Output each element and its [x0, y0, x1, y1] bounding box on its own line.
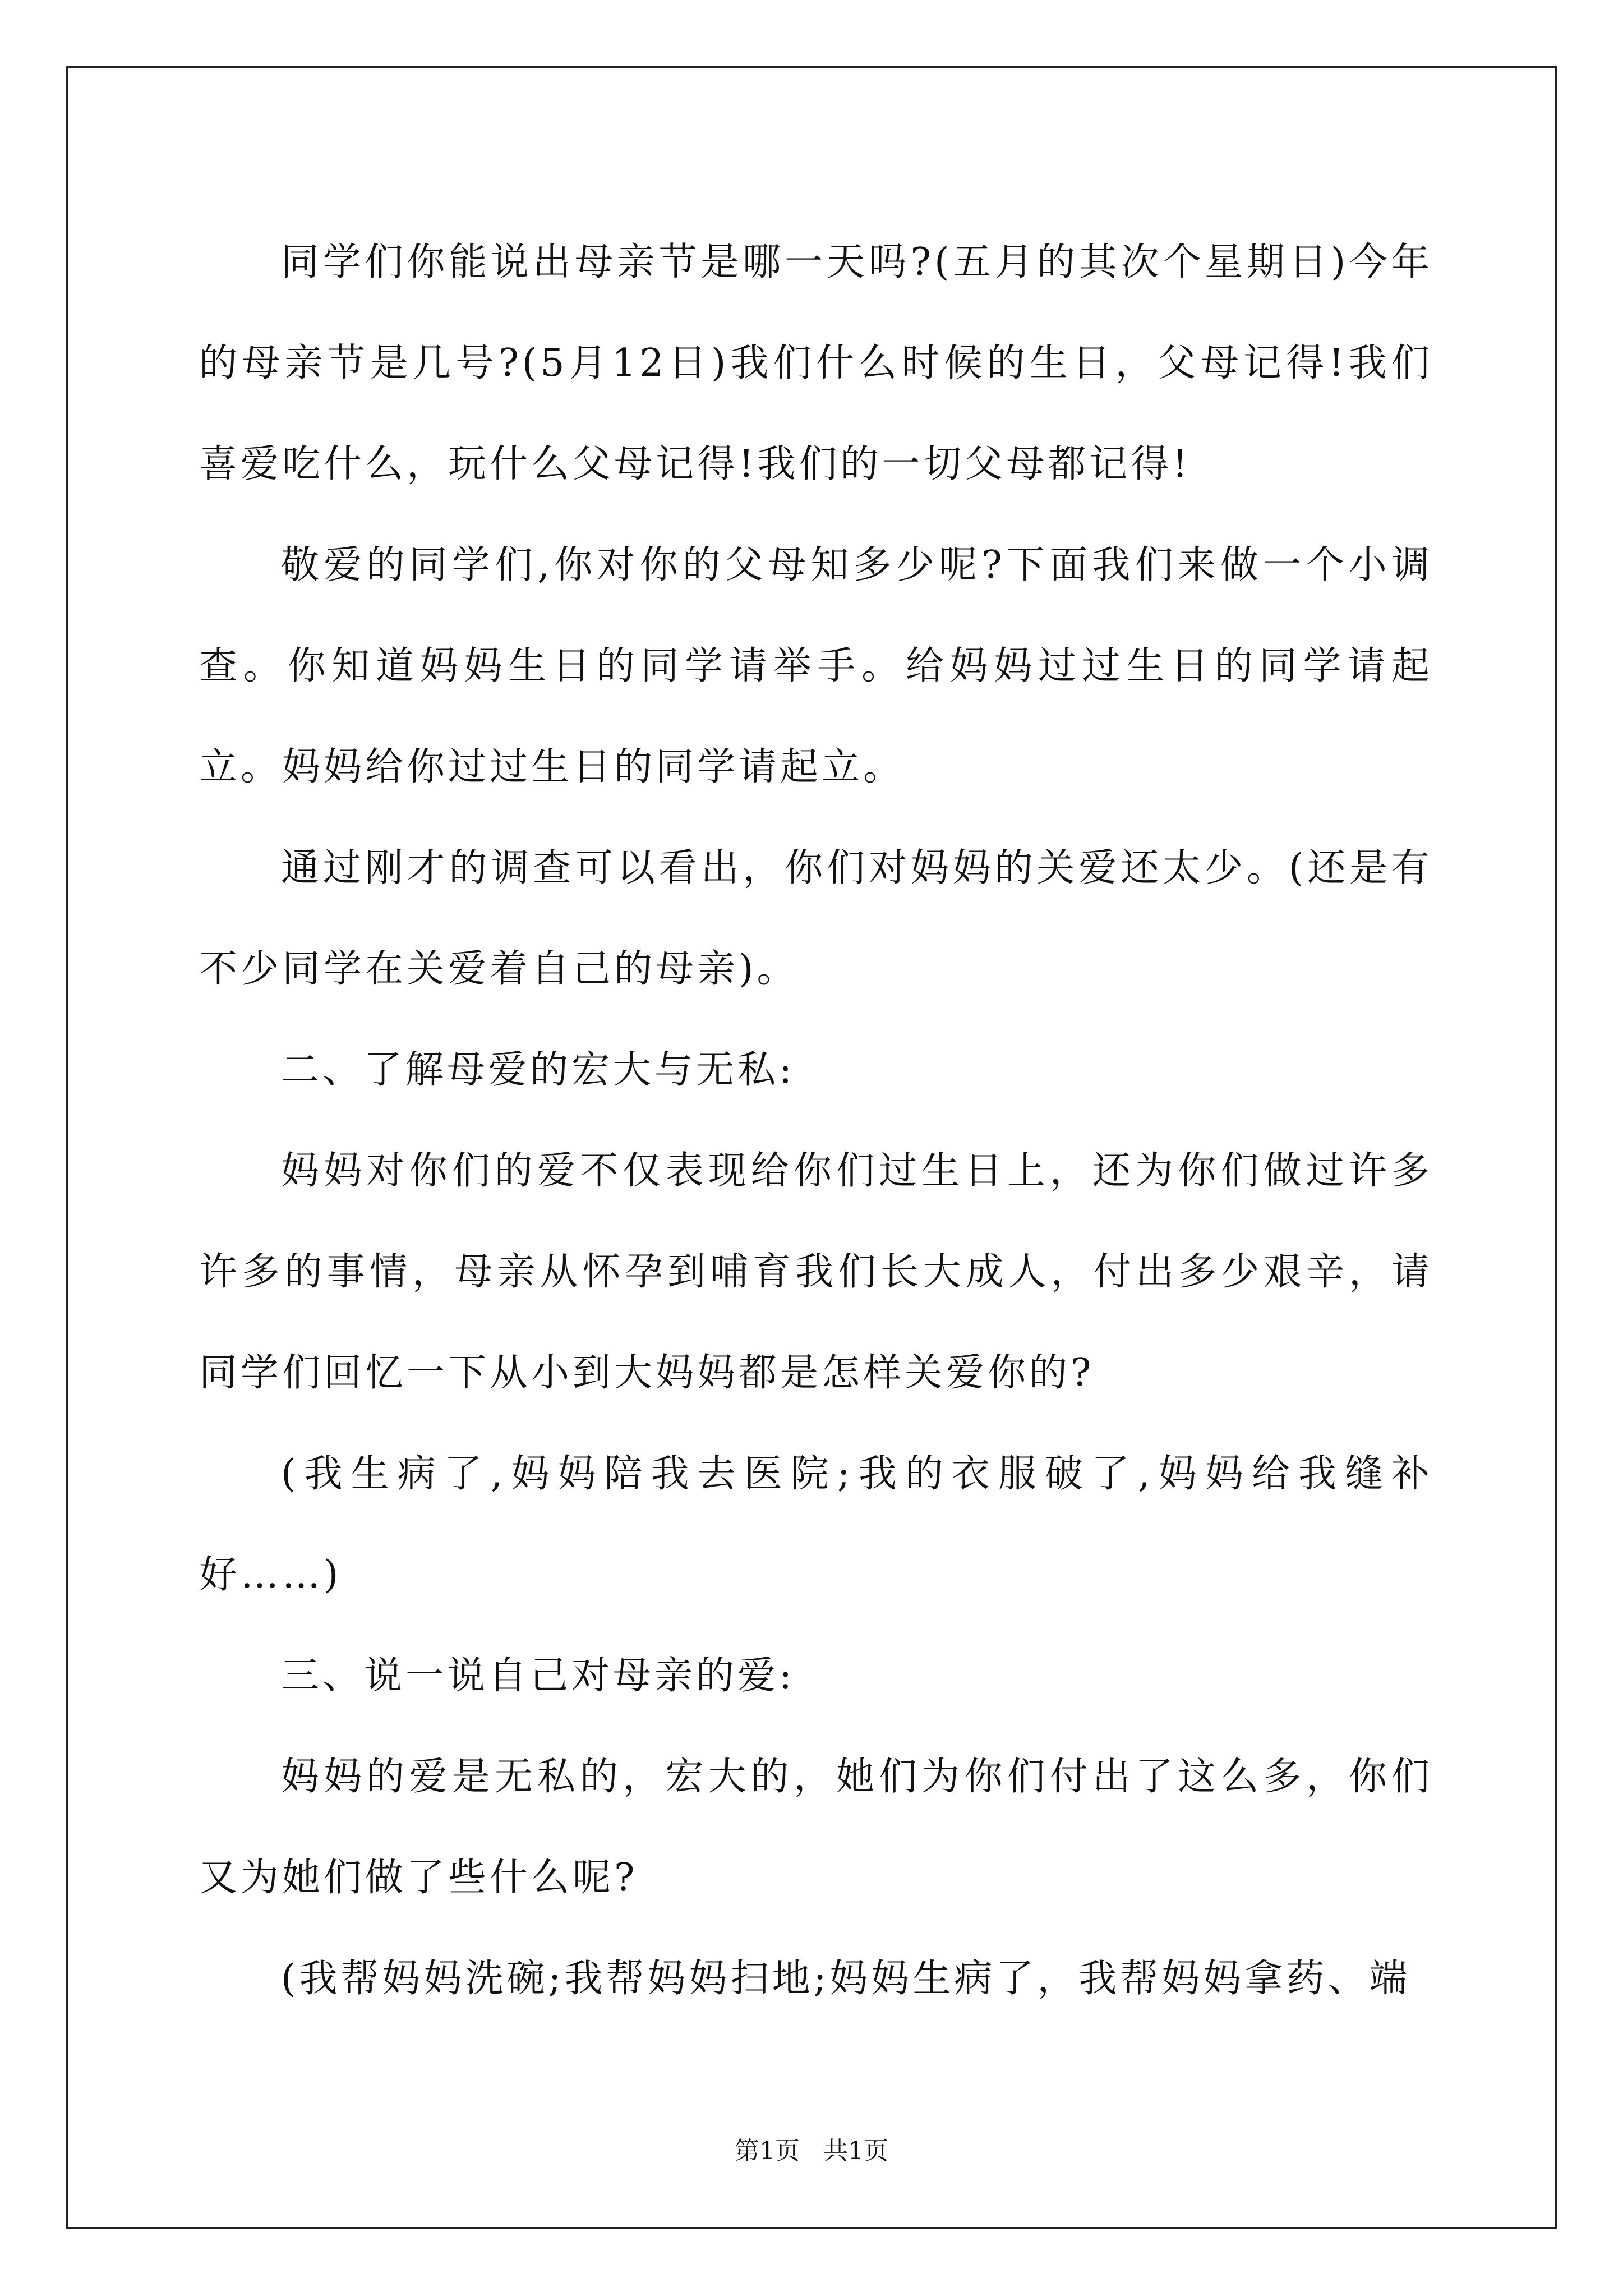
paragraph-4: 妈妈对你们的爱不仅表现给你们过生日上，还为你们做过许多许多的事情，母亲从怀孕到哺育我们长大成人，付出多少艰辛，请同学们回忆一下从小到大妈妈都是怎样关爱你的?: [199, 1149, 1433, 1395]
section-heading-2: 二、了解母爱的宏大与无私:: [281, 1048, 795, 1092]
page-number-footer: 第1页 共1页: [735, 2137, 888, 2165]
paragraph-5: (我生病了,妈妈陪我去医院;我的衣服破了,妈妈给我缝补好……): [199, 1452, 1433, 1597]
paragraph-2: 敬爱的同学们,你对你的父母知多少呢?下面我们来做一个小调查。你知道妈妈生日的同学请举手。给妈妈过过生日的同学请起立。妈妈给你过过生日的同学请起立。: [199, 543, 1433, 789]
paragraph-6: 妈妈的爱是无私的，宏大的，她们为你们付出了这么多，你们又为她们做了些什么呢?: [199, 1755, 1433, 1900]
paragraph-3: 通过刚才的调查可以看出，你们对妈妈的关爱还太少。(还是有不少同学在关爱着自己的母亲)。: [199, 846, 1433, 991]
document-body: [199, 212, 1433, 2030]
paragraph-1: 同学们你能说出母亲节是哪一天吗?(五月的其次个星期日)今年的母亲节是几号?(5月12日)我们什么时候的生日，父母记得!我们喜爱吃什么，玩什么父母记得!我们的一切父母都记得!: [199, 240, 1433, 486]
paragraph-7: (我帮妈妈洗碗;我帮妈妈扫地;妈妈生病了，我帮妈妈拿药、端: [281, 1957, 1411, 2001]
section-heading-3: 三、说一说自己对母亲的爱:: [281, 1654, 795, 1698]
